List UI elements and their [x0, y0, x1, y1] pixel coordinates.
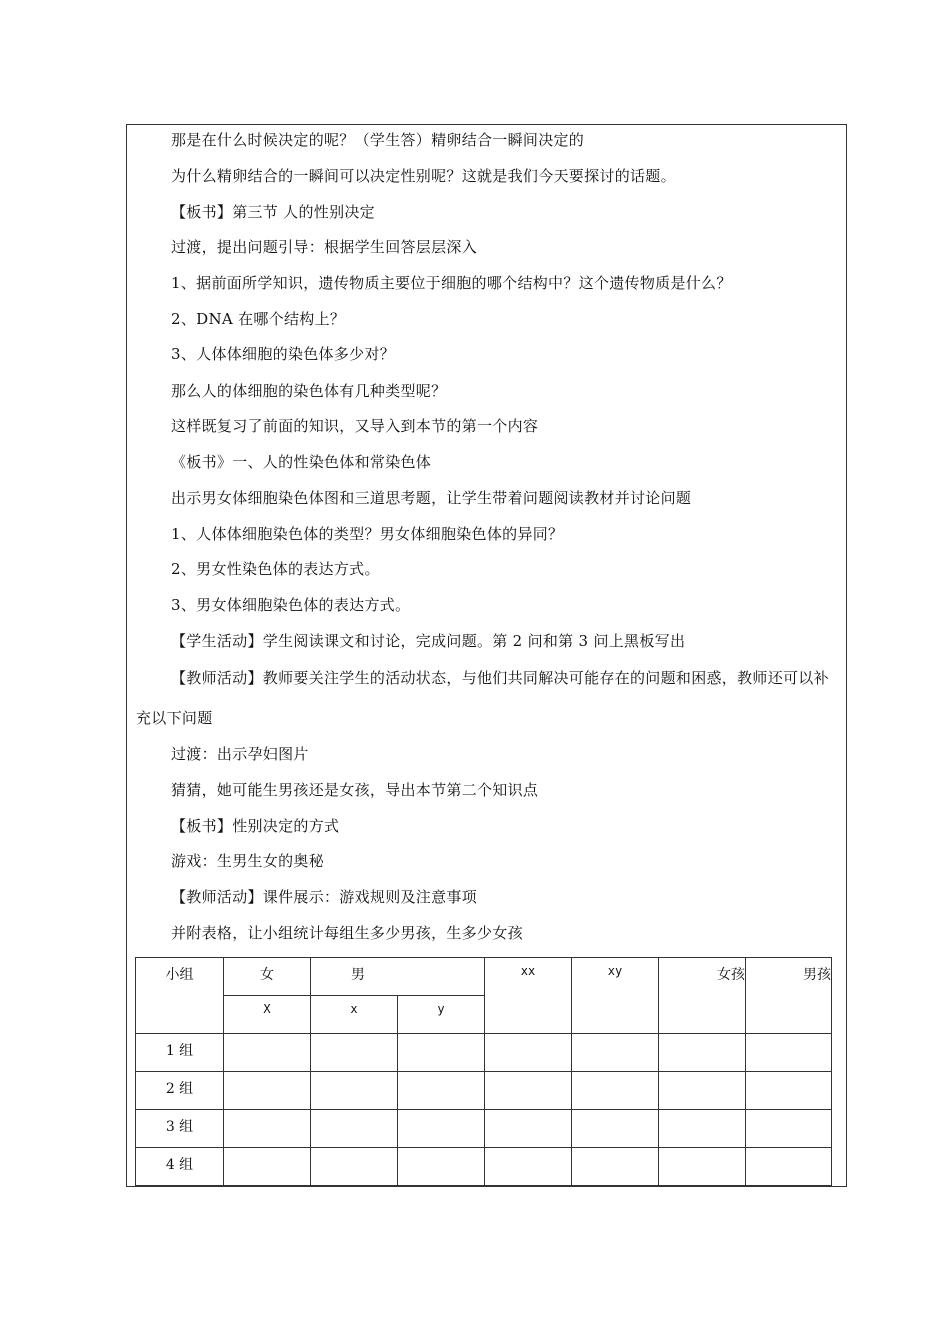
empty-cell	[659, 1034, 746, 1072]
table-header-row	[136, 958, 832, 996]
empty-cell	[572, 1034, 659, 1072]
header-cell: 女孩	[659, 958, 746, 1034]
lesson-content-frame	[126, 124, 847, 1187]
empty-cell	[485, 1072, 572, 1110]
tally-table	[135, 957, 832, 1186]
paragraph: 为什么精卵结合的一瞬间可以决定性别呢？这就是我们今天要探讨的话题。	[171, 167, 676, 185]
table-row	[136, 1148, 832, 1186]
empty-cell	[311, 1072, 398, 1110]
paragraph: 2、DNA 在哪个结构上？	[171, 310, 346, 328]
subheader-cell: X	[224, 996, 311, 1034]
group-label-cell: 2 组	[136, 1072, 224, 1110]
paragraph: 过渡：出示孕妇图片	[171, 745, 309, 763]
empty-cell	[224, 1072, 311, 1110]
table-row	[136, 1034, 832, 1072]
empty-cell	[746, 1110, 832, 1148]
header-cell: 男	[311, 958, 485, 996]
paragraph: 游戏：生男生女的奥秘	[171, 852, 325, 870]
paragraph: 2、男女性染色体的表达方式。	[171, 560, 380, 578]
table-row	[136, 1110, 832, 1148]
group-label-cell: 4 组	[136, 1148, 224, 1186]
paragraph: 【板书】性别决定的方式	[171, 817, 340, 835]
empty-cell	[311, 1148, 398, 1186]
empty-cell	[224, 1110, 311, 1148]
empty-cell	[572, 1110, 659, 1148]
paragraph: 1、据前面所学知识，遗传物质主要位于细胞的哪个结构中？这个遗传物质是什么？	[171, 274, 732, 292]
empty-cell	[311, 1034, 398, 1072]
empty-cell	[746, 1148, 832, 1186]
paragraph: 这样既复习了前面的知识，又导入到本节的第一个内容	[171, 417, 539, 435]
group-label-cell: 1 组	[136, 1034, 224, 1072]
paragraph: 并附表格，让小组统计每组生多少男孩，生多少女孩	[171, 924, 523, 942]
paragraph: 猜猜，她可能生男孩还是女孩，导出本节第二个知识点	[171, 781, 539, 799]
header-cell: xy	[572, 958, 659, 1034]
empty-cell	[398, 1110, 485, 1148]
paragraph: 那么人的体细胞的染色体有几种类型呢？	[171, 382, 447, 400]
paragraph: 【学生活动】学生阅读课文和讨论，完成问题。第 2 问和第 3 问上黑板写出	[171, 632, 686, 650]
header-cell: xx	[485, 958, 572, 1034]
empty-cell	[485, 1110, 572, 1148]
paragraph: 《板书》一、人的性染色体和常染色体	[171, 453, 432, 471]
table-row	[136, 1072, 832, 1110]
empty-cell	[659, 1110, 746, 1148]
empty-cell	[659, 1148, 746, 1186]
paragraph: 过渡，提出问题引导：根据学生回答层层深入	[171, 238, 478, 256]
paragraph: 【板书】第三节 人的性别决定	[171, 203, 375, 221]
empty-cell	[572, 1072, 659, 1110]
paragraph-wrapped: 【教师活动】教师要关注学生的活动状态，与他们共同解决可能存在的问题和困惑，教师还可以补充以下问题	[136, 669, 829, 727]
header-cell: 女	[224, 958, 311, 996]
empty-cell	[746, 1072, 832, 1110]
empty-cell	[398, 1148, 485, 1186]
empty-cell	[311, 1110, 398, 1148]
paragraph: 3、男女体细胞染色体的表达方式。	[171, 596, 411, 614]
empty-cell	[224, 1148, 311, 1186]
paragraph: 那是在什么时候决定的呢？（学生答）精卵结合一瞬间决定的	[171, 131, 585, 149]
empty-cell	[746, 1034, 832, 1072]
empty-cell	[572, 1148, 659, 1186]
paragraph: 3、人体体细胞的染色体多少对？	[171, 345, 396, 363]
subheader-cell: y	[398, 996, 485, 1034]
empty-cell	[485, 1148, 572, 1186]
empty-cell	[659, 1072, 746, 1110]
header-cell: 男孩	[746, 958, 832, 1034]
paragraph: 1、人体体细胞染色体的类型？男女体细胞染色体的异同？	[171, 525, 564, 543]
paragraph: 【教师活动】课件展示：游戏规则及注意事项	[171, 888, 478, 906]
subheader-cell: x	[311, 996, 398, 1034]
empty-cell	[398, 1034, 485, 1072]
paragraph: 出示男女体细胞染色体图和三道思考题，让学生带着问题阅读教材并讨论问题	[171, 489, 692, 507]
group-label-cell: 3 组	[136, 1110, 224, 1148]
empty-cell	[224, 1034, 311, 1072]
empty-cell	[485, 1034, 572, 1072]
empty-cell	[398, 1072, 485, 1110]
header-cell: 小组	[136, 958, 224, 1034]
